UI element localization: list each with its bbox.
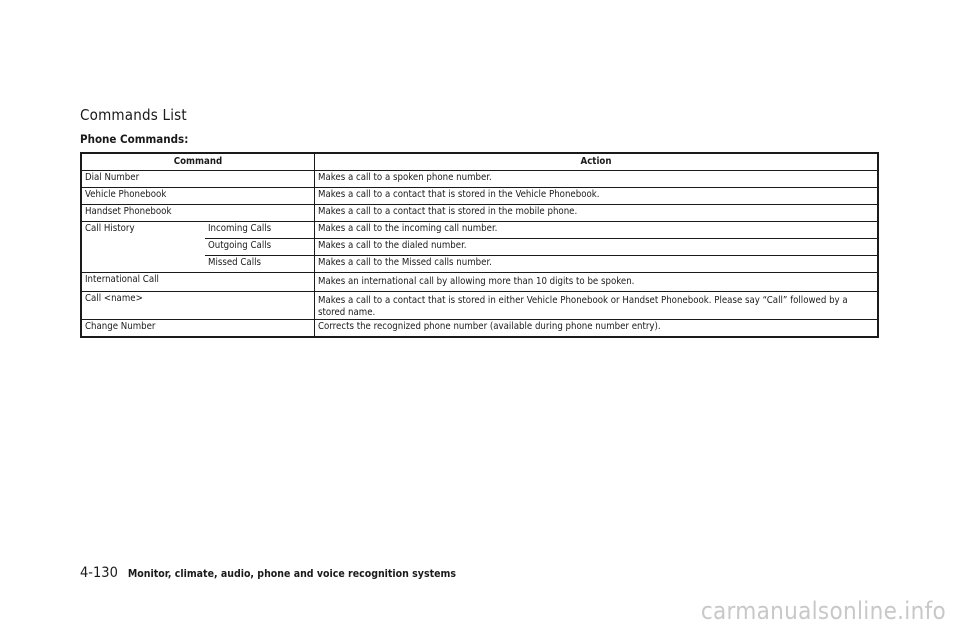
- action-cell: Corrects the recognized phone number (available during phone number entry).: [315, 320, 879, 338]
- table-row: [81, 273, 878, 292]
- footer-title: Monitor, climate, audio, phone and voice recognition systems: [127, 568, 456, 580]
- table-row: [81, 188, 878, 205]
- table-row: [81, 320, 878, 338]
- column-header-command: Command: [81, 153, 315, 171]
- subcommand-cell: Outgoing Calls: [205, 239, 315, 256]
- subcommand-cell: Missed Calls: [205, 256, 315, 273]
- command-cell: Vehicle Phonebook: [81, 188, 315, 205]
- command-cell: Call History: [81, 222, 205, 273]
- command-cell: Handset Phonebook: [81, 205, 315, 222]
- command-cell: Change Number: [81, 320, 315, 338]
- page-number: 4-130: [80, 565, 118, 581]
- subcommand-cell: Incoming Calls: [205, 222, 315, 239]
- table-row: [81, 205, 878, 222]
- table-row: [81, 222, 878, 239]
- column-header-action: Action: [315, 153, 879, 171]
- command-cell: Call <name>: [81, 292, 315, 320]
- action-cell: Makes a call to the dialed number.: [315, 239, 879, 256]
- watermark: carmanualsonline.info: [700, 597, 946, 625]
- table-row: [81, 292, 878, 320]
- subsection-title: Phone Commands:: [80, 132, 189, 146]
- page-footer: [80, 565, 456, 581]
- command-cell: Dial Number: [81, 171, 315, 188]
- table-header-row: [81, 153, 878, 171]
- table-row: [81, 171, 878, 188]
- action-cell: Makes a call to a contact that is stored in the mobile phone.: [315, 205, 879, 222]
- command-cell: International Call: [81, 273, 315, 292]
- action-cell: Makes a call to the Missed calls number.: [315, 256, 879, 273]
- action-cell: Makes a call to the incoming call number.: [315, 222, 879, 239]
- action-cell: Makes a call to a spoken phone number.: [315, 171, 879, 188]
- action-cell: Makes an international call by allowing more than 10 digits to be spoken.: [315, 273, 879, 292]
- action-cell: Makes a call to a contact that is stored in the Vehicle Phonebook.: [315, 188, 879, 205]
- action-cell: Makes a call to a contact that is stored in either Vehicle Phonebook or Handset Phonebook. Please say “Call” followed by a stored name.: [315, 292, 879, 320]
- section-title: Commands List: [80, 106, 187, 124]
- phone-commands-table: [80, 152, 879, 338]
